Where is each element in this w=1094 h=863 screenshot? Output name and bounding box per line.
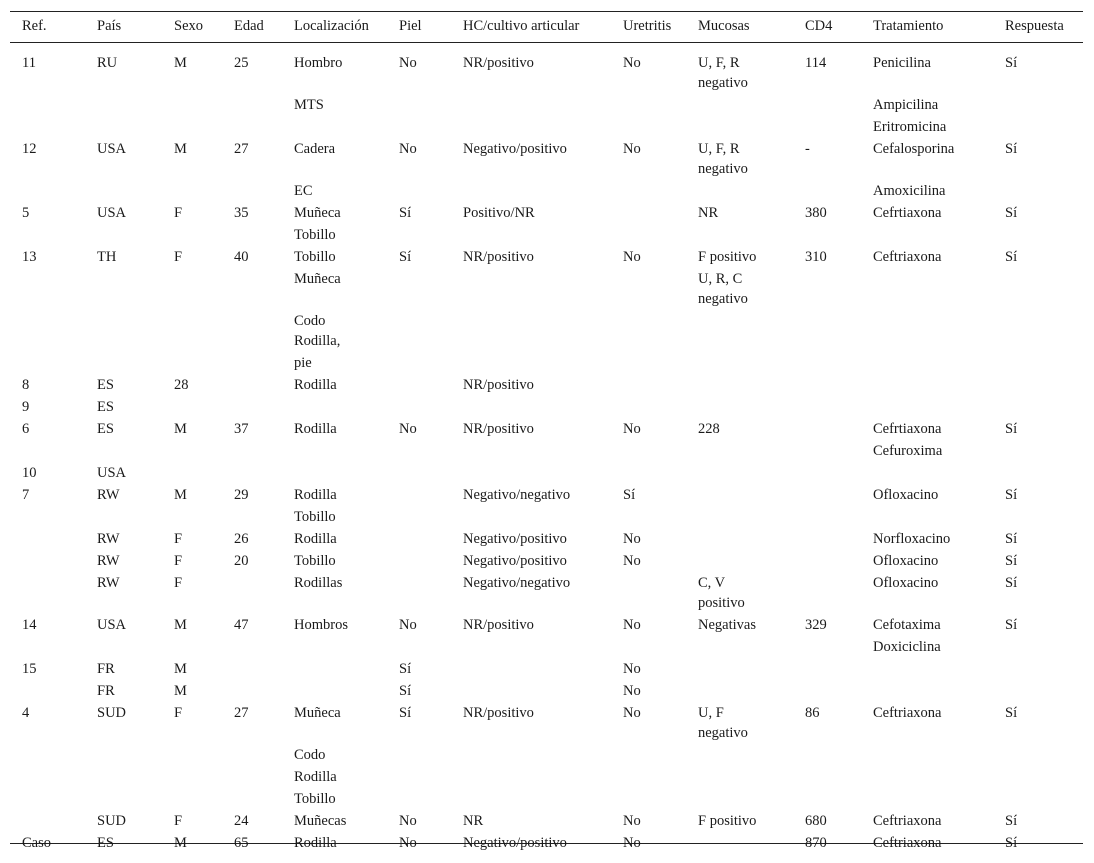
cell-localizacion: Tobillo (294, 791, 336, 807)
cell-ref: 8 (22, 377, 30, 393)
cell-hc-cultivo: NR/positivo (463, 249, 534, 265)
cell-localizacion: Rodilla (294, 769, 337, 785)
cell-localizacion: Rodilla (294, 377, 337, 393)
header-hc-cultivo: HC/cultivo articular (463, 18, 580, 34)
cell-sexo: M (174, 683, 187, 699)
cell-sexo: M (174, 661, 187, 677)
cell-localizacion: MTS (294, 97, 324, 113)
cell-pais: SUD (97, 813, 127, 829)
cell-pais: RW (97, 575, 120, 591)
cell-edad: 35 (234, 205, 249, 221)
cell-mucosas: NR (698, 205, 719, 221)
cell-pais: RW (97, 487, 120, 503)
cell-pais: USA (97, 617, 127, 633)
cell-tratamiento: Ofloxacino (873, 487, 939, 503)
cell-hc-cultivo: Negativo/positivo (463, 553, 567, 569)
cell-sexo: M (174, 835, 187, 851)
cell-edad: 27 (234, 705, 249, 721)
cell-hc-cultivo: NR/positivo (463, 421, 534, 437)
cell-hc-cultivo: Negativo/positivo (463, 531, 567, 547)
cell-tratamiento: Norfloxacino (873, 531, 951, 547)
cell-pais: USA (97, 141, 127, 157)
table-header (10, 11, 1083, 43)
cell-cd4: 680 (805, 813, 827, 829)
cell-localizacion: Tobillo (294, 509, 336, 525)
cell-tratamiento: Cefuroxima (873, 443, 943, 459)
cell-ref: 13 (22, 249, 37, 265)
cell-piel: No (399, 813, 417, 829)
cell-edad: 37 (234, 421, 249, 437)
cell-piel: No (399, 835, 417, 851)
cell-cd4: 329 (805, 617, 827, 633)
cell-hc-cultivo: NR/positivo (463, 377, 534, 393)
cell-hc-cultivo: NR/positivo (463, 617, 534, 633)
cell-uretritis: No (623, 531, 641, 547)
cell-localizacion: Rodilla, (294, 333, 341, 349)
cell-respuesta: Sí (1005, 487, 1018, 503)
cell-ref: 12 (22, 141, 37, 157)
cell-tratamiento: Cefrtiaxona (873, 421, 942, 437)
cell-sexo: F (174, 205, 183, 221)
header-mucosas: Mucosas (698, 18, 750, 34)
cell-ref: 10 (22, 465, 37, 481)
header-tratamiento: Tratamiento (873, 18, 944, 34)
cell-sexo: M (174, 487, 187, 503)
cell-pais: SUD (97, 705, 127, 721)
cell-pais: ES (97, 835, 114, 851)
cell-tratamiento: Amoxicilina (873, 183, 946, 199)
cell-respuesta: Sí (1005, 813, 1018, 829)
cell-cd4: 870 (805, 835, 827, 851)
cell-respuesta: Sí (1005, 617, 1018, 633)
cell-localizacion: Hombro (294, 55, 343, 71)
cell-tratamiento: Doxiciclina (873, 639, 941, 655)
cell-mucosas: Negativas (698, 617, 756, 633)
cell-localizacion: Muñeca (294, 205, 341, 221)
cell-cd4: 310 (805, 249, 827, 265)
cell-sexo: F (174, 249, 183, 265)
cell-respuesta: Sí (1005, 575, 1018, 591)
cell-piel: No (399, 141, 417, 157)
header-respuesta: Respuesta (1005, 18, 1064, 34)
cell-hc-cultivo: NR/positivo (463, 55, 534, 71)
cell-ref: 11 (22, 55, 36, 71)
cell-localizacion: Tobillo (294, 249, 336, 265)
cell-piel: Sí (399, 705, 412, 721)
header-localizacion: Localización (294, 18, 369, 34)
cell-ref: Caso (22, 835, 51, 851)
cell-tratamiento: Penicilina (873, 55, 931, 71)
cell-pais: FR (97, 661, 115, 677)
cell-pais: RW (97, 531, 120, 547)
cell-uretritis: No (623, 617, 641, 633)
cell-tratamiento: Ofloxacino (873, 553, 939, 569)
cell-ref: 15 (22, 661, 37, 677)
cell-tratamiento: Eritromicina (873, 119, 947, 135)
cell-edad: 25 (234, 55, 249, 71)
cell-respuesta: Sí (1005, 531, 1018, 547)
cell-hc-cultivo: Positivo/NR (463, 205, 535, 221)
cell-uretritis: No (623, 705, 641, 721)
cell-pais: ES (97, 377, 114, 393)
cell-pais: TH (97, 249, 117, 265)
cell-localizacion: Muñecas (294, 813, 347, 829)
cell-pais: FR (97, 683, 115, 699)
cell-ref: 7 (22, 487, 30, 503)
cell-hc-cultivo: NR (463, 813, 484, 829)
header-ref: Ref. (22, 18, 47, 34)
cell-sexo: F (174, 705, 183, 721)
cell-piel: Sí (399, 661, 412, 677)
cell-uretritis: No (623, 683, 641, 699)
cell-mucosas: negativo (698, 725, 748, 741)
cell-cd4: 86 (805, 705, 820, 721)
cell-uretritis: No (623, 421, 641, 437)
cell-hc-cultivo: Negativo/positivo (463, 141, 567, 157)
cell-localizacion: pie (294, 355, 312, 371)
cell-respuesta: Sí (1005, 553, 1018, 569)
header-sexo: Sexo (174, 18, 203, 34)
cell-tratamiento: Ceftriaxona (873, 813, 942, 829)
cell-mucosas: positivo (698, 595, 745, 611)
cell-edad: 29 (234, 487, 249, 503)
cell-cd4: 114 (805, 55, 827, 71)
cell-localizacion: Cadera (294, 141, 336, 157)
cell-mucosas: C, V (698, 575, 726, 591)
cell-tratamiento: Cefalosporina (873, 141, 955, 157)
cell-edad: 20 (234, 553, 249, 569)
cell-localizacion: Rodilla (294, 421, 337, 437)
cell-sexo: M (174, 55, 187, 71)
cell-sexo: F (174, 531, 183, 547)
cell-respuesta: Sí (1005, 205, 1018, 221)
cell-uretritis: No (623, 55, 641, 71)
cell-localizacion: Hombros (294, 617, 348, 633)
header-pais: País (97, 18, 122, 34)
cell-piel: Sí (399, 205, 412, 221)
cell-pais: ES (97, 399, 114, 415)
cell-sexo: M (174, 421, 187, 437)
cell-piel: No (399, 617, 417, 633)
table-body (10, 43, 1083, 851)
header-edad: Edad (234, 18, 264, 34)
cell-mucosas: negativo (698, 291, 748, 307)
cell-localizacion: EC (294, 183, 313, 199)
cell-hc-cultivo: Negativo/negativo (463, 575, 571, 591)
cell-ref: 9 (22, 399, 30, 415)
cell-localizacion: Tobillo (294, 227, 336, 243)
cell-tratamiento: Cefrtiaxona (873, 205, 942, 221)
cell-ref: 4 (22, 705, 30, 721)
cell-localizacion: Rodillas (294, 575, 343, 591)
cell-sexo: F (174, 813, 183, 829)
cell-piel: Sí (399, 249, 412, 265)
cell-ref: 14 (22, 617, 37, 633)
cell-mucosas: F positivo (698, 249, 757, 265)
cell-ref: 5 (22, 205, 30, 221)
clinical-table (10, 11, 1083, 851)
cell-respuesta: Sí (1005, 249, 1018, 265)
cell-edad: 27 (234, 141, 249, 157)
cell-tratamiento: Ceftriaxona (873, 835, 942, 851)
cell-edad: 65 (234, 835, 249, 851)
cell-ref: 6 (22, 421, 30, 437)
header-uretritis: Uretritis (623, 18, 672, 34)
cell-piel: No (399, 55, 417, 71)
cell-cd4: - (805, 141, 810, 157)
cell-piel: Sí (399, 683, 412, 699)
cell-mucosas: U, F, R (698, 55, 740, 71)
cell-respuesta: Sí (1005, 835, 1018, 851)
cell-respuesta: Sí (1005, 141, 1018, 157)
cell-localizacion: Muñeca (294, 705, 341, 721)
cell-mucosas: U, R, C (698, 271, 743, 287)
cell-localizacion: Codo (294, 747, 326, 763)
cell-localizacion: Tobillo (294, 553, 336, 569)
cell-respuesta: Sí (1005, 55, 1018, 71)
cell-sexo: F (174, 553, 183, 569)
cell-uretritis: No (623, 553, 641, 569)
cell-edad: 24 (234, 813, 249, 829)
cell-edad: 40 (234, 249, 249, 265)
cell-pais: RU (97, 55, 118, 71)
cell-tratamiento: Ofloxacino (873, 575, 939, 591)
cell-sexo: M (174, 617, 187, 633)
cell-uretritis: Sí (623, 487, 636, 503)
cell-localizacion: Rodilla (294, 487, 337, 503)
cell-pais: USA (97, 205, 127, 221)
cell-sexo: M (174, 141, 187, 157)
cell-tratamiento: Ceftriaxona (873, 705, 942, 721)
cell-uretritis: No (623, 141, 641, 157)
cell-localizacion: Muñeca (294, 271, 341, 287)
cell-mucosas: F positivo (698, 813, 757, 829)
cell-pais: USA (97, 465, 127, 481)
cell-mucosas: 228 (698, 421, 720, 437)
cell-respuesta: Sí (1005, 705, 1018, 721)
header-cd4: CD4 (805, 18, 833, 34)
cell-mucosas: negativo (698, 161, 748, 177)
cell-hc-cultivo: Negativo/positivo (463, 835, 567, 851)
cell-edad: 26 (234, 531, 249, 547)
cell-edad: 47 (234, 617, 249, 633)
cell-localizacion: Rodilla (294, 531, 337, 547)
cell-sexo: 28 (174, 377, 189, 393)
cell-piel: No (399, 421, 417, 437)
cell-pais: ES (97, 421, 114, 437)
cell-localizacion: Codo (294, 313, 326, 329)
cell-sexo: F (174, 575, 183, 591)
cell-hc-cultivo: Negativo/negativo (463, 487, 571, 503)
cell-localizacion: Rodilla (294, 835, 337, 851)
cell-uretritis: No (623, 813, 641, 829)
cell-mucosas: U, F (698, 705, 724, 721)
cell-uretritis: No (623, 249, 641, 265)
header-piel: Piel (399, 18, 422, 34)
cell-uretritis: No (623, 661, 641, 677)
cell-mucosas: negativo (698, 75, 748, 91)
cell-respuesta: Sí (1005, 421, 1018, 437)
cell-pais: RW (97, 553, 120, 569)
cell-tratamiento: Cefotaxima (873, 617, 941, 633)
cell-mucosas: U, F, R (698, 141, 740, 157)
cell-tratamiento: Ceftriaxona (873, 249, 942, 265)
cell-uretritis: No (623, 835, 641, 851)
cell-hc-cultivo: NR/positivo (463, 705, 534, 721)
cell-tratamiento: Ampicilina (873, 97, 939, 113)
cell-cd4: 380 (805, 205, 827, 221)
